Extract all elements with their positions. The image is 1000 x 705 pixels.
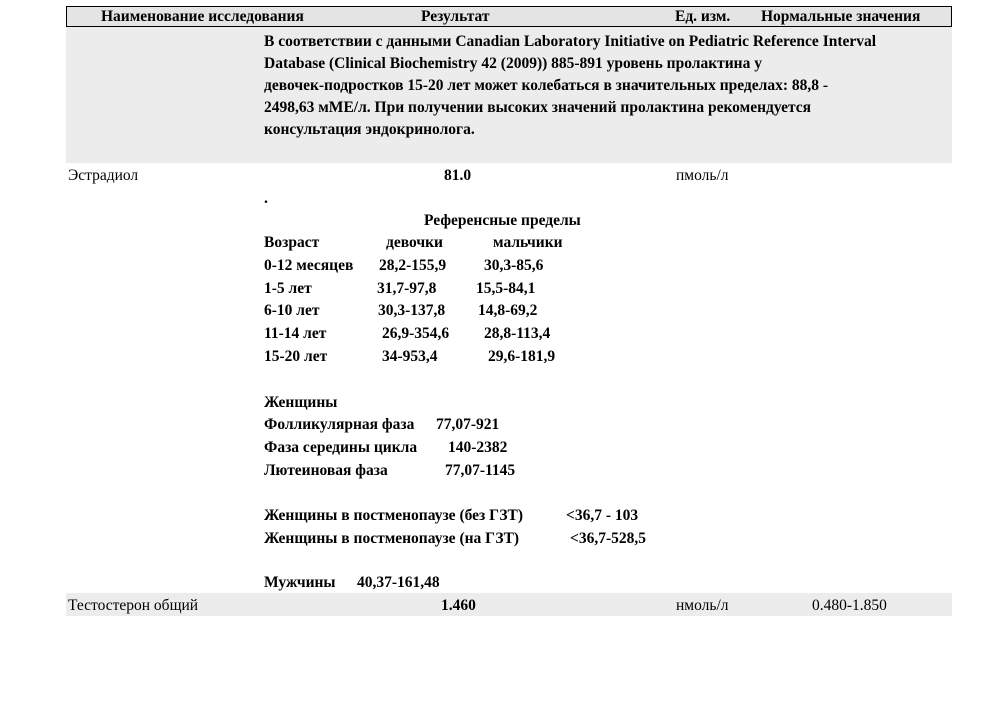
phase-value: 77,07-921 (436, 416, 500, 433)
ref-girls: 26,9-354,6 (382, 325, 450, 342)
postmeno-label: Женщины в постменопаузе (без ГЗТ) (264, 507, 524, 524)
ref-age: 1-5 лет (264, 280, 312, 297)
testosterone-result: 1.460 (441, 597, 476, 614)
ref-age: 11-14 лет (264, 325, 327, 342)
phase-label: Лютеиновая фаза (264, 462, 388, 479)
ref-age: 0-12 месяцев (264, 257, 354, 274)
note-line: 2498,63 мМЕ/л. При получении высоких значений пролактина рекомендуется (264, 99, 812, 116)
men-label: Мужчины (264, 574, 336, 591)
ref-header-girls: девочки (386, 234, 443, 251)
ref-girls: 28,2-155,9 (379, 257, 447, 274)
ref-boys: 28,8-113,4 (484, 325, 551, 342)
table-header (66, 6, 952, 27)
ref-girls: 30,3-137,8 (378, 302, 446, 319)
estradiol-unit: пмоль/л (676, 167, 729, 184)
ref-boys: 15,5-84,1 (476, 280, 536, 297)
phase-label: Фаза середины цикла (264, 439, 418, 456)
note-line: консультация эндокринолога. (264, 121, 475, 138)
estradiol-name: Эстрадиол (68, 167, 139, 184)
postmeno-label: Женщины в постменопаузе (на ГЗТ) (264, 530, 520, 547)
header-result: Результат (421, 8, 490, 25)
note-line: Database (Clinical Biochemistry 42 (2009)) 885-891 уровень пролактина у (264, 55, 762, 72)
header-unit: Ед. изм. (675, 8, 731, 25)
note-line: девочек-подростков 15-20 лет может колебаться в значительных пределах: 88,8 - (264, 77, 829, 94)
estradiol-result: 81.0 (444, 167, 472, 184)
ref-girls: 31,7-97,8 (377, 280, 437, 297)
ref-header-boys: мальчики (493, 234, 563, 251)
ref-age: 15-20 лет (264, 348, 328, 365)
estradiol-dot: . (264, 190, 268, 207)
phase-value: 77,07-1145 (445, 462, 516, 479)
ref-age: 6-10 лет (264, 302, 320, 319)
note-line: В соответствии с данными Canadian Laboratory Initiative on Pediatric Reference Interval (264, 33, 877, 50)
ref-boys: 30,3-85,6 (484, 257, 544, 274)
ref-girls: 34-953,4 (382, 348, 438, 365)
testosterone-unit: нмоль/л (676, 597, 729, 614)
header-norm: Нормальные значения (761, 8, 921, 25)
ref-header-age: Возраст (264, 234, 320, 251)
testosterone-name: Тестостерон общий (68, 597, 199, 614)
men-value: 40,37-161,48 (357, 574, 440, 591)
phase-label: Фолликулярная фаза (264, 416, 415, 433)
testosterone-norm: 0.480-1.850 (812, 597, 887, 614)
women-title: Женщины (264, 394, 338, 411)
postmeno-value: <36,7-528,5 (570, 530, 646, 547)
postmeno-value: <36,7 - 103 (566, 507, 639, 524)
ref-boys: 29,6-181,9 (488, 348, 556, 365)
ref-title: Референсные пределы (424, 212, 581, 229)
phase-value: 140-2382 (448, 439, 508, 456)
ref-boys: 14,8-69,2 (478, 302, 538, 319)
header-name: Наименование исследования (101, 8, 304, 25)
